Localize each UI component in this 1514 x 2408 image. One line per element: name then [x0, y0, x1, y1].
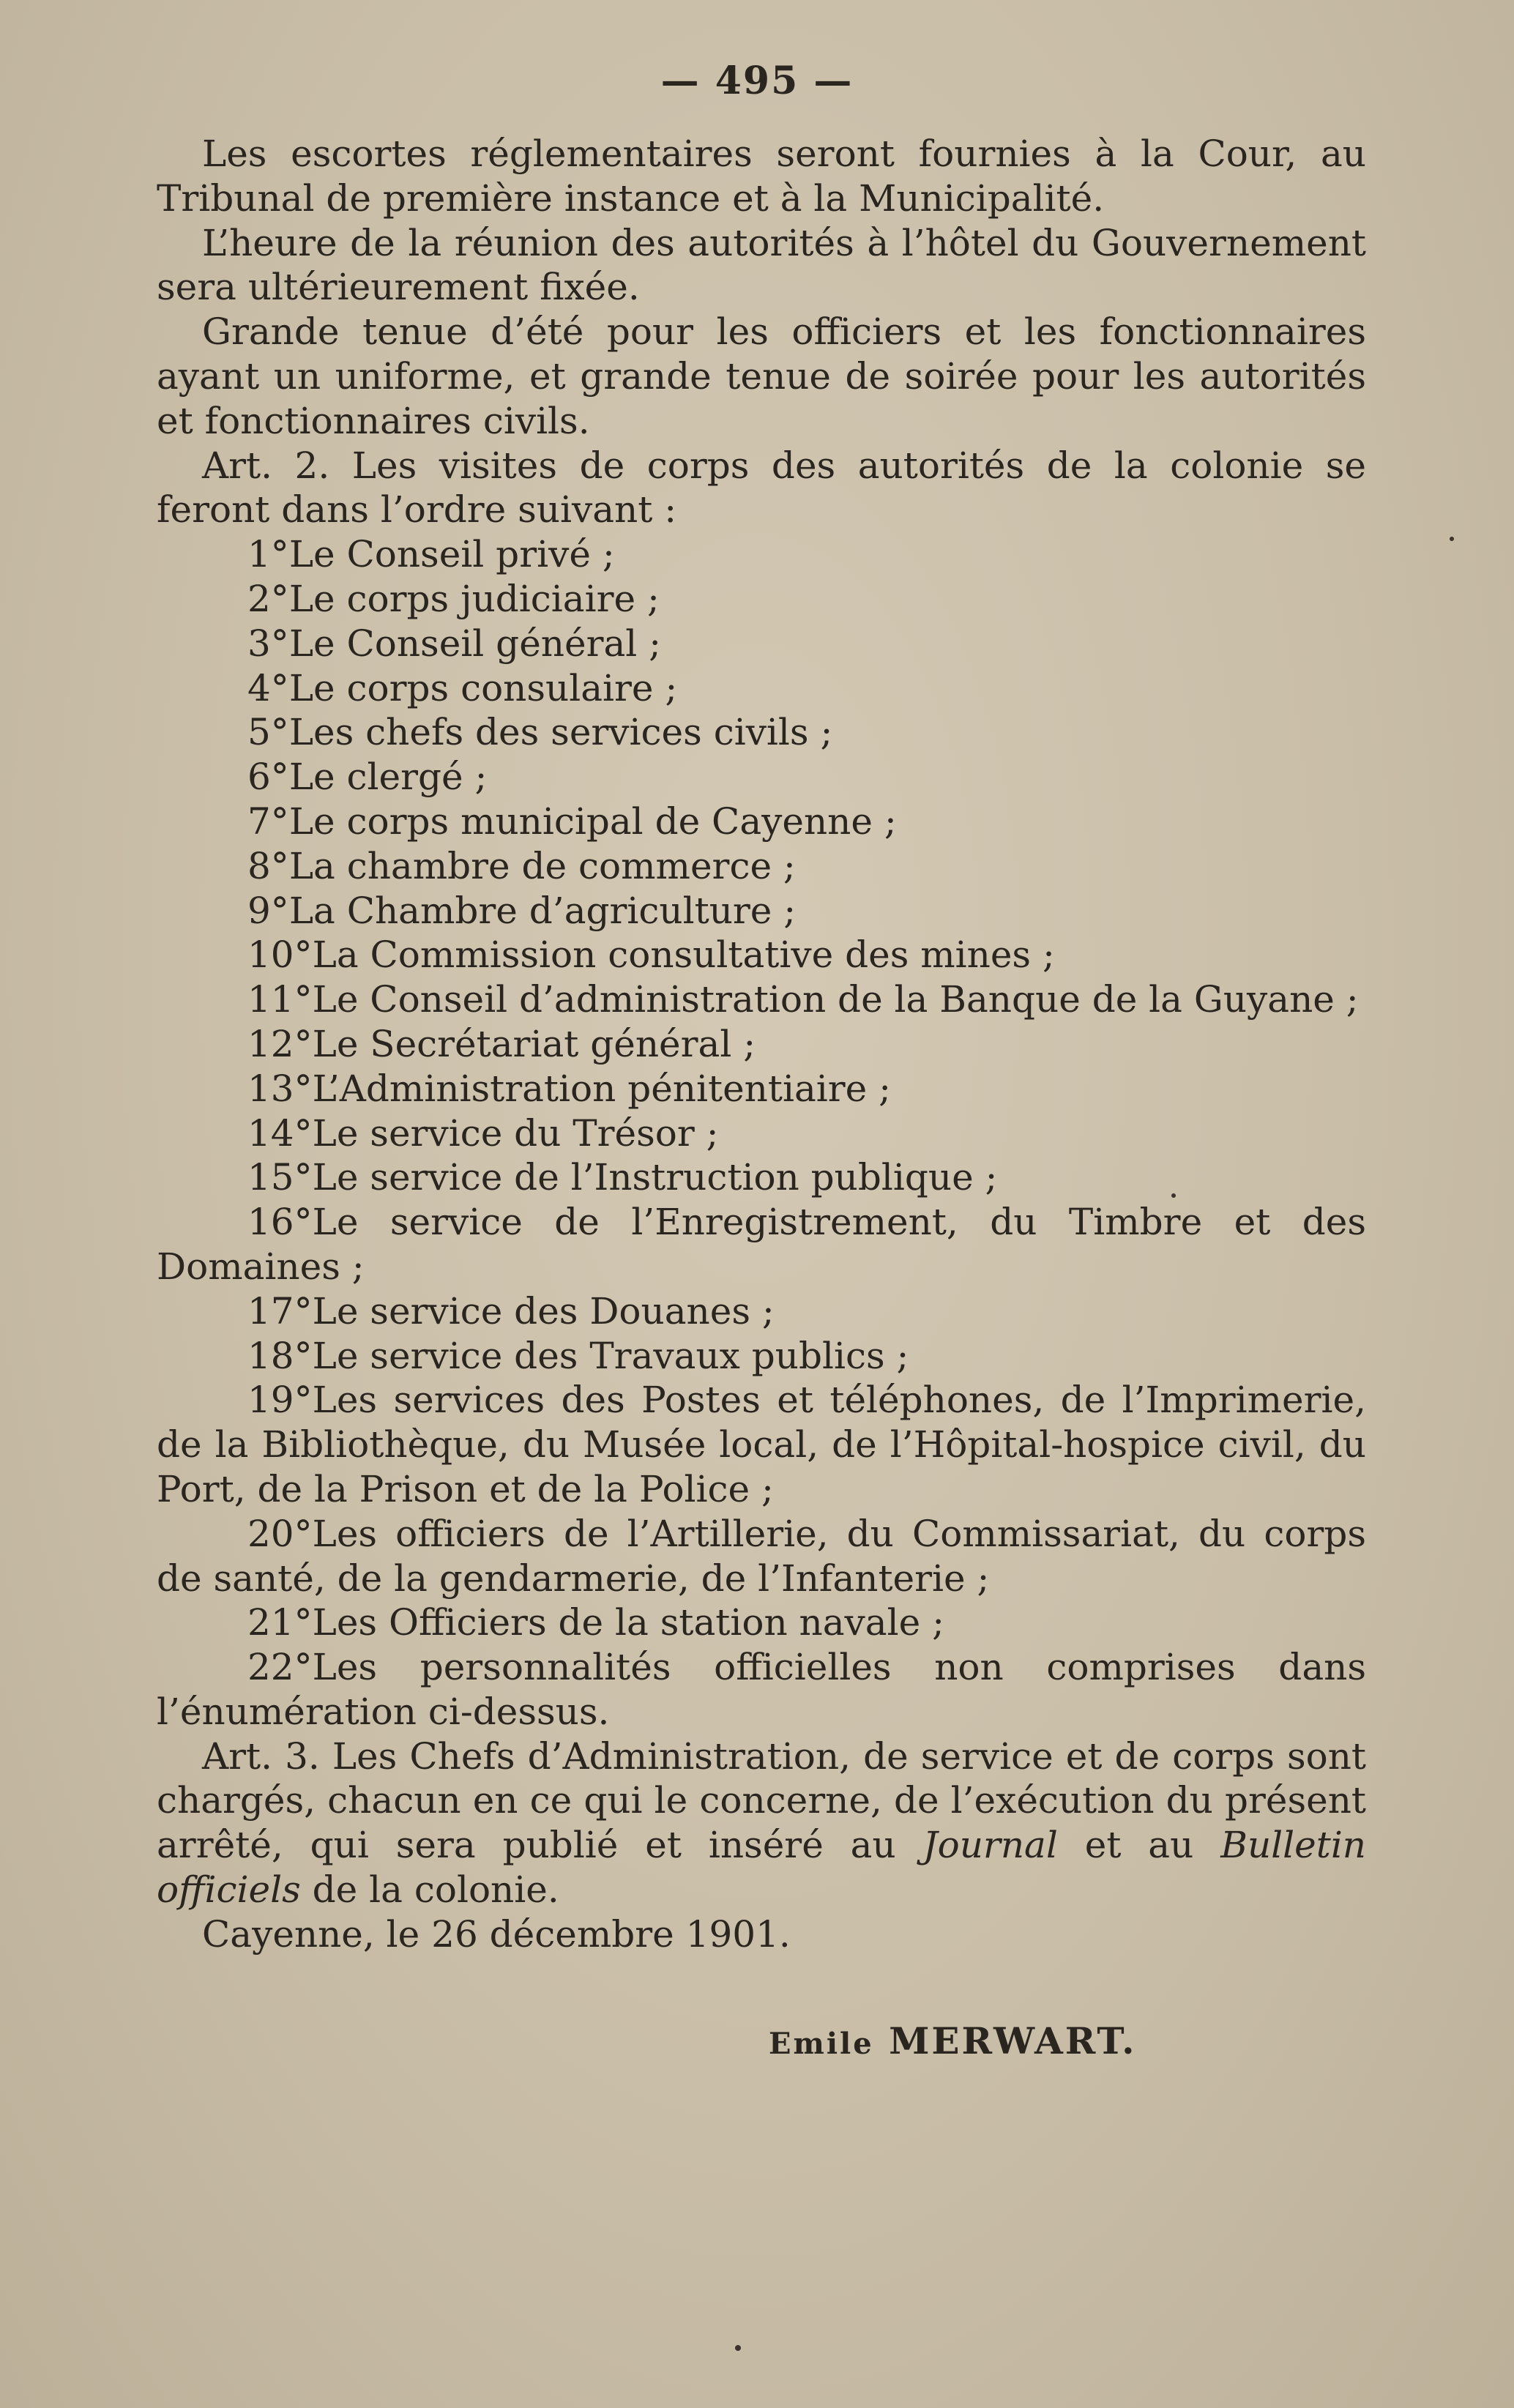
page-number: — 495 — [660, 59, 854, 103]
list-item [157, 1155, 1366, 1200]
list-item-number: 7° [247, 799, 289, 843]
list-item-text: La chambre de commerce ; [288, 844, 796, 887]
list-item [157, 844, 1366, 889]
list-item-number: 15° [247, 1156, 313, 1199]
list-item-number: 17° [247, 1289, 313, 1332]
list-item-text: Le clergé ; [288, 756, 488, 799]
order-of-visits-list [157, 532, 1366, 1734]
list-item [157, 1334, 1366, 1379]
list-item-text: Le service des Douanes ; [312, 1289, 775, 1332]
list-item-number: 2° [247, 577, 289, 620]
list-item-number: 16° [247, 1201, 313, 1244]
list-item-text: Le Conseil d’administration de la Banque de la Guyane ; [312, 978, 1359, 1021]
ink-speck [1450, 537, 1454, 541]
paragraph-meeting-time: L’heure de la réunion des autorités à l’hôtel du Gouvernement sera ultérieurement fixée. [157, 221, 1366, 309]
list-item-text: Le corps consulaire ; [288, 666, 678, 709]
list-item-text: L’Administration pénitentiaire ; [312, 1067, 891, 1110]
list-item [157, 977, 1366, 1022]
list-item [157, 755, 1366, 799]
journal-title: Journal [922, 1824, 1058, 1867]
list-item-text: La Chambre d’agriculture ; [288, 889, 797, 932]
list-item [157, 577, 1366, 622]
list-item-number: 6° [247, 756, 289, 799]
article-3-conj: et au [1057, 1824, 1221, 1867]
signature-first-name: Emile [769, 2027, 874, 2061]
list-item [157, 1645, 1366, 1734]
list-item-number: 1° [247, 533, 289, 576]
paragraph-escorts: Les escortes réglementaires seront fournies à la Cour, au Tribunal de première instance et à la Municipalité. [157, 133, 1366, 220]
paragraph-article-2: Art. 2. Les visites de corps des autorités de la colonie se feront dans l’ordre suivant : [157, 444, 1366, 532]
list-item [157, 1022, 1366, 1067]
list-item-text: Le service du Trésor ; [312, 1111, 719, 1155]
list-item [157, 1512, 1366, 1601]
body-text [157, 132, 1366, 1957]
list-item-text: La Commission consultative des mines ; [312, 933, 1055, 977]
list-item-text: Les Officiers de la station navale ; [312, 1601, 944, 1644]
list-item [157, 1289, 1366, 1334]
list-item [157, 1111, 1366, 1156]
list-item [157, 666, 1366, 711]
article-3-end: de la colonie. [300, 1868, 559, 1912]
list-item-text: Les officiers de l’Artillerie, du Commissariat, du corps de santé, de la gendarmerie, de l’Infanterie ; [157, 1512, 1366, 1600]
list-item [157, 933, 1366, 977]
list-item-number: 10° [247, 933, 313, 977]
list-item-number: 22° [247, 1646, 313, 1689]
list-item-text: Les services des Postes et téléphones, de l’Imprimerie, de la Bibliothèque, du Musée local, de l’Hôpital-hospice civil, du Port, de la Prison et de la Police ; [157, 1379, 1366, 1510]
list-item-text: Le service de l’Instruction publique ; [312, 1156, 998, 1199]
list-item-number: 20° [247, 1512, 313, 1555]
list-item [157, 1067, 1366, 1111]
paragraph-dress-code: Grande tenue d’été pour les officiers et les fonctionnaires ayant un uniforme, et grande tenue de soirée pour les autorités et fonctionnaires civils. [157, 310, 1366, 442]
ink-speck [735, 2345, 741, 2351]
article-3-text: Art. 3. Les Chefs d’Administration, de service et de corps sont chargés, chacun en ce qui le concerne, de l’exécution du présent arrêté, qui sera publié et inséré au [157, 1734, 1366, 1867]
paragraph-article-3 [157, 1734, 1366, 1912]
list-item-number: 18° [247, 1334, 313, 1377]
list-item-number: 13° [247, 1067, 313, 1110]
dateline: Cayenne, le 26 décembre 1901. [202, 1912, 791, 1956]
list-item-number: 11° [247, 978, 313, 1021]
list-item-text: Le Conseil privé ; [288, 533, 615, 576]
ink-speck [1171, 1193, 1176, 1198]
list-item [157, 1600, 1366, 1645]
list-item-number: 9° [247, 889, 289, 932]
list-item-number: 4° [247, 666, 289, 709]
list-item-text: Le corps municipal de Cayenne ; [288, 799, 897, 843]
signature-last-name: MERWART. [889, 2019, 1137, 2062]
list-item-number: 5° [247, 711, 289, 754]
list-item-text: Le Conseil général ; [288, 622, 662, 665]
list-item-number: 3° [247, 622, 289, 665]
list-item-number: 19° [247, 1379, 313, 1422]
list-item [157, 710, 1366, 755]
list-item-text: Le Secrétariat général ; [312, 1022, 756, 1065]
list-item [157, 1378, 1366, 1511]
list-item [157, 799, 1366, 844]
list-item-number: 8° [247, 844, 289, 887]
list-item-number: 21° [247, 1601, 313, 1644]
list-item [157, 889, 1366, 933]
list-item-text: Le service des Travaux publics ; [312, 1334, 909, 1377]
list-item-number: 12° [247, 1022, 313, 1065]
list-item-text: Les chefs des services civils ; [288, 711, 833, 754]
signature [769, 2019, 1137, 2062]
list-item-text: Le corps judiciaire ; [288, 577, 660, 620]
list-item-text: Le service de l’Enregistrement, du Timbre et des Domaines ; [157, 1201, 1366, 1288]
list-item-text: Les personnalités officielles non comprises dans l’énumération ci-dessus. [157, 1646, 1366, 1733]
list-item-number: 14° [247, 1111, 313, 1155]
list-item [157, 1200, 1366, 1289]
list-item [157, 622, 1366, 666]
list-item [157, 532, 1366, 577]
bulletin-title: Bulletin officiels [157, 1824, 1367, 1912]
